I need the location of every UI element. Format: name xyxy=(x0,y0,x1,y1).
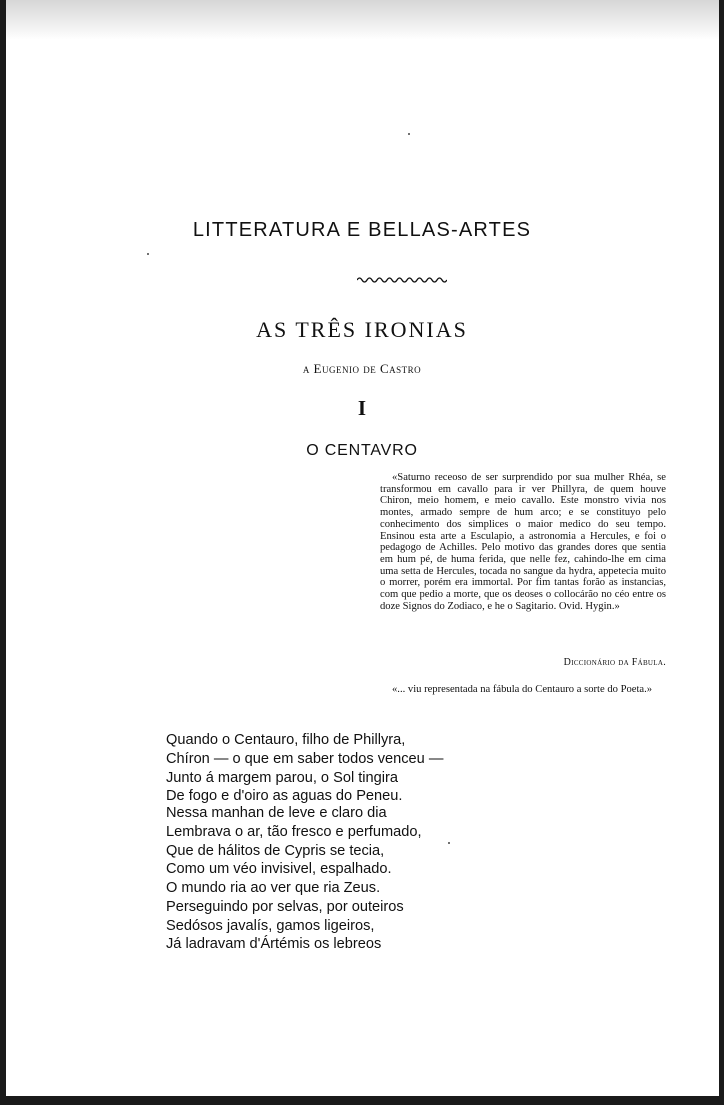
wavy-rule-ornament-icon xyxy=(357,275,447,285)
stanza-2 xyxy=(166,804,486,879)
stanza-1 xyxy=(166,731,486,806)
stanza-3 xyxy=(166,879,486,954)
verse-line: Chíron — o que em saber todos venceu — xyxy=(166,750,444,767)
scan-border-right xyxy=(719,0,724,1105)
verse-line: Como um véo invisivel, espalhado. xyxy=(166,861,392,878)
dedication: a Eugenio de Castro xyxy=(302,361,422,376)
scan-border-bottom xyxy=(0,1096,724,1105)
epigraph xyxy=(380,472,666,612)
part-number: I xyxy=(357,396,367,420)
scan-speck xyxy=(147,253,149,255)
verse-line: Sedósos javalís, gamos ligeiros, xyxy=(166,917,375,934)
verse-line: Junto á margem parou, o Sol tingira xyxy=(166,769,399,786)
verse-line: Nessa manhan de leve e claro dia xyxy=(166,805,387,821)
section-title: LITTERATURA E BELLAS-ARTES xyxy=(192,219,532,241)
verse-line: Já ladravam d'Ártémis os lebreos xyxy=(166,936,382,953)
scan-top-shading xyxy=(0,0,724,40)
verse-line: Quando o Centauro, filho de Phillyra, xyxy=(166,732,406,748)
poem-title: AS TRÊS IRONIAS xyxy=(256,317,468,342)
verse-line: De fogo e d'oiro as aguas do Peneu. xyxy=(166,788,403,805)
part-title: O CENTAVRO xyxy=(306,442,418,459)
scan-border-left xyxy=(0,0,6,1105)
epigraph-text: «Saturno receoso de ser surprendido por sua mulher Rhéa, se transformou em cavallo para ir ver Phillyra, de quem houve Chiron, meio homem, e meio cavallo. Este monstro vivia nos montes, armado sempre de hum arco; e se constituyo pelo conhecimento dos simplices o maior medico do seu tempo. Ensinou esta arte a Esculapio, a astronomia a Hercules, e foi o pedagogo de Achilles. Pelo motivo das grandes dores que sentia em hum pé, de huma ferida, que nelle fez, cahindo-lhe em cima uma setta de Hercules, tocada no sangue da hydra, appetecia muito o morrer, porém era immortal. Por fim tantas forão as instancias, com que pedio a morte, que os deoses o collocárão no céo entre os doze Signos do Zodiaco, e he o Sagitario. Ovid. Hygin.» xyxy=(380,472,666,612)
second-quote-text: «... viu representada na fábula do Centauro a sorte do Poeta.» xyxy=(392,684,653,695)
verse-line: Que de hálitos de Cypris se tecia, xyxy=(166,842,385,859)
scan-speck xyxy=(408,133,410,135)
epigraph-second-quote xyxy=(380,684,666,696)
epigraph-source: Diccionário da Fábula. xyxy=(563,657,666,668)
verse-line: Perseguindo por selvas, por outeiros xyxy=(166,898,404,915)
verse-line: Lembrava o ar, tão fresco e perfumado, xyxy=(166,823,422,840)
verse-line: O mundo ria ao ver que ria Zeus. xyxy=(166,880,381,896)
